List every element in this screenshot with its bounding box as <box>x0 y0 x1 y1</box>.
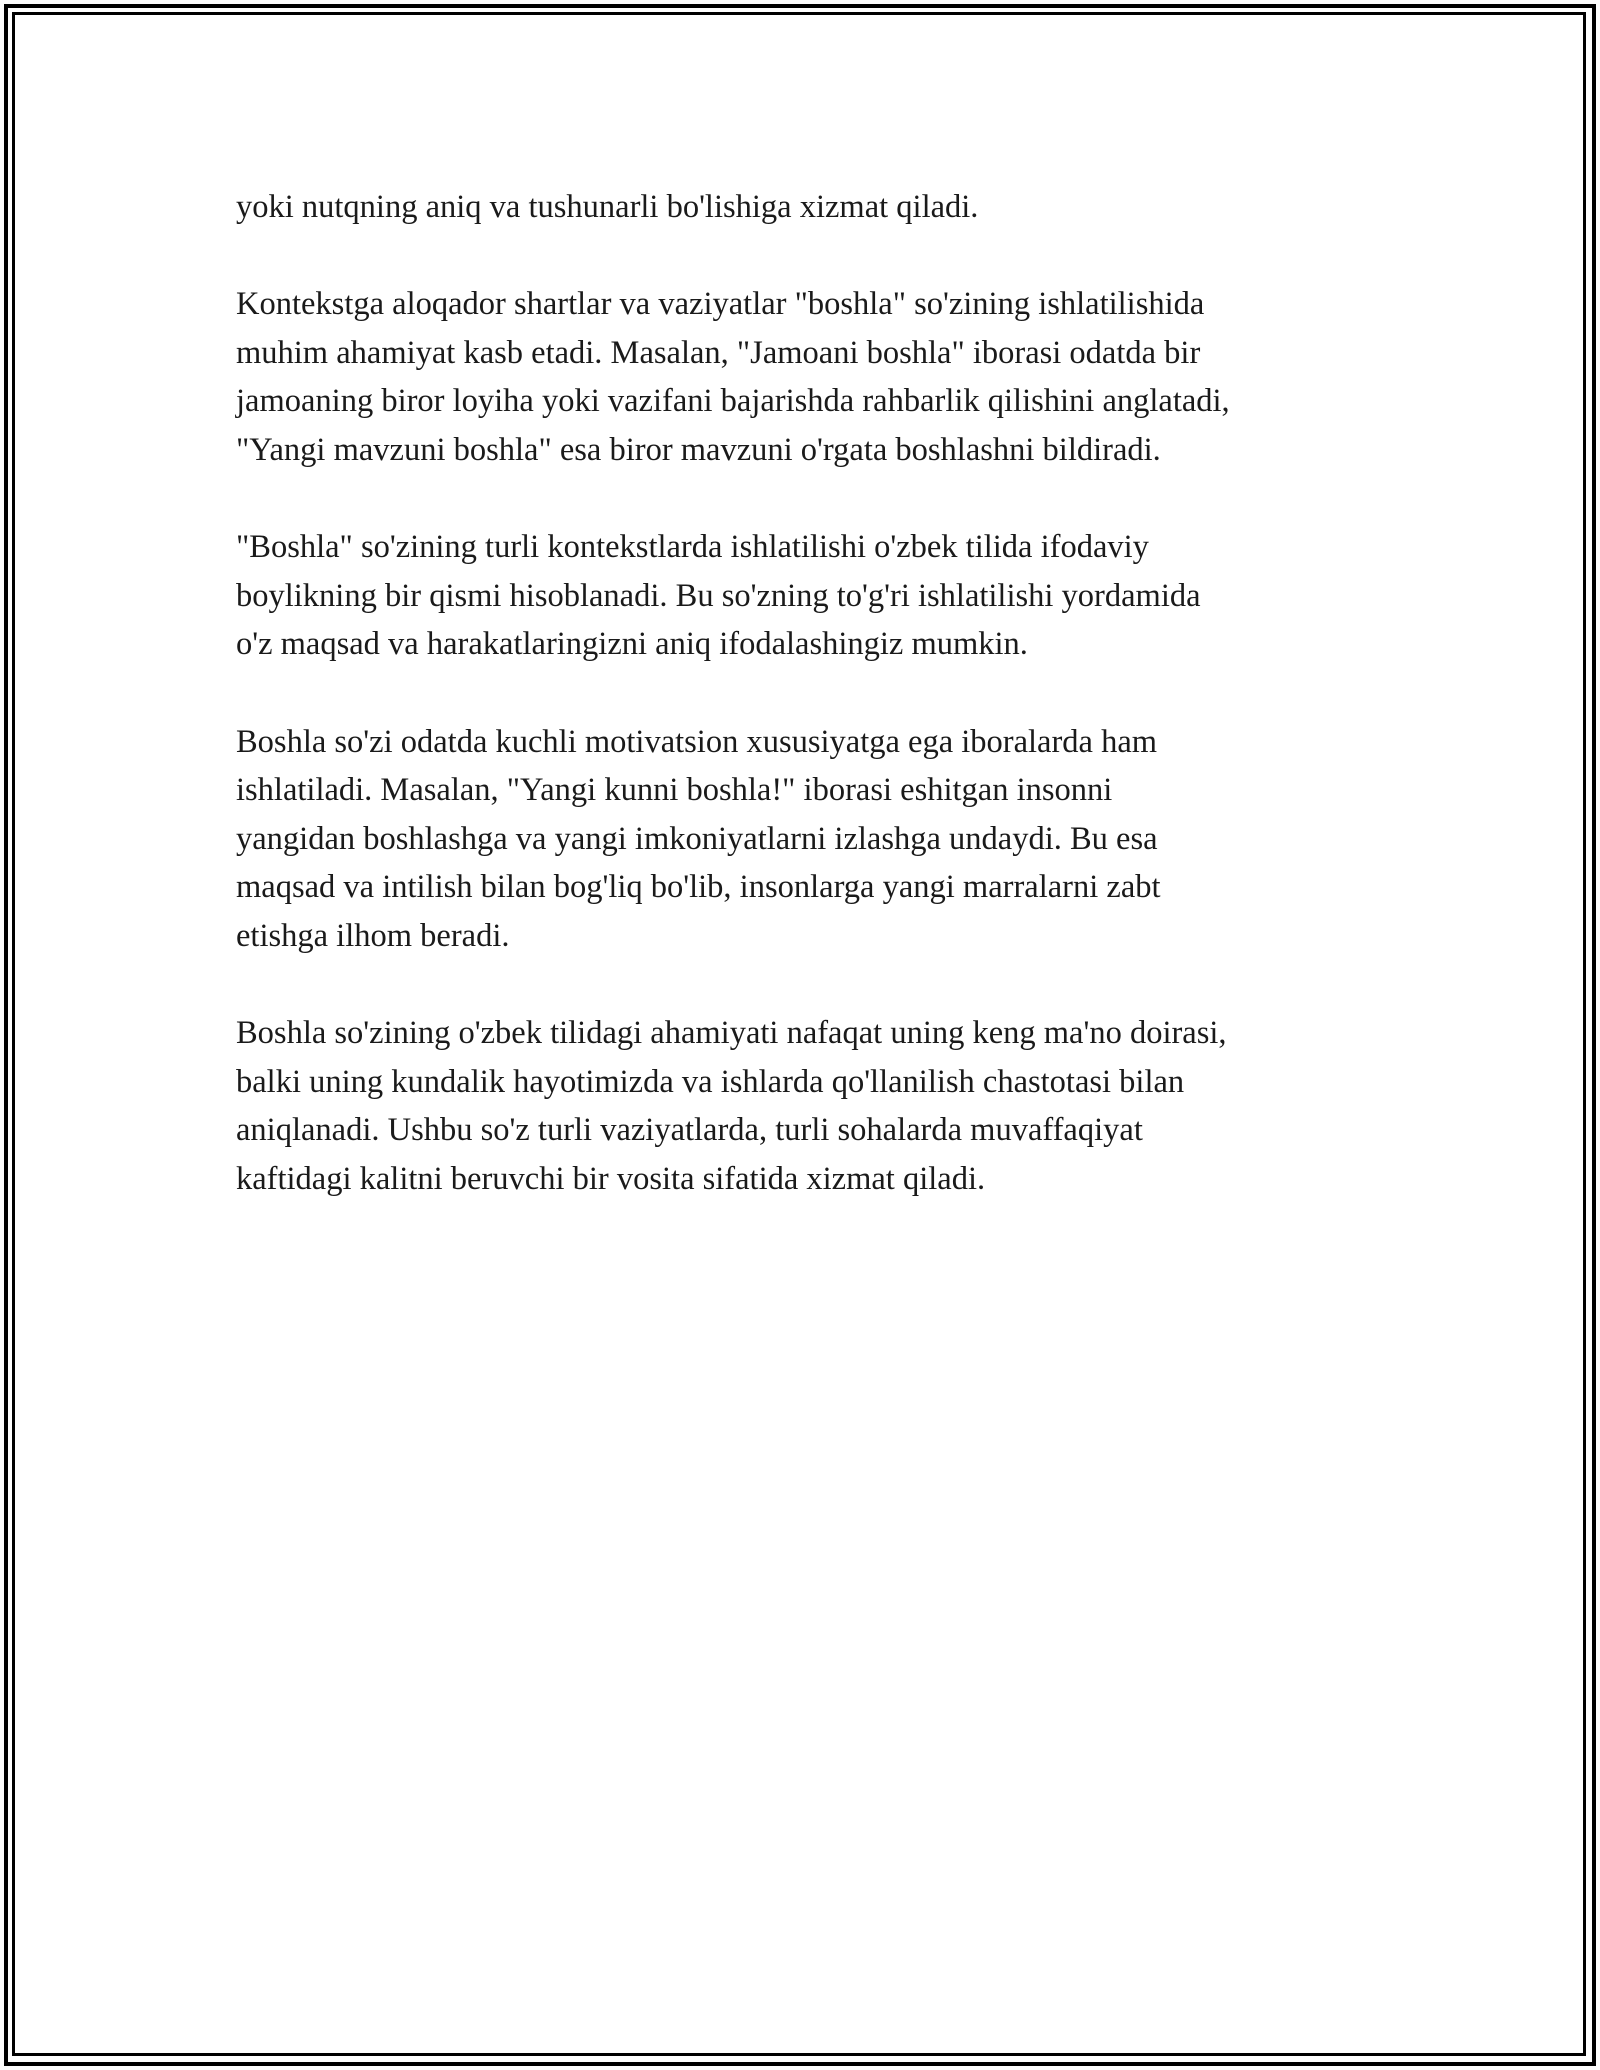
paragraph-4: Boshla so'zi odatda kuchli motivatsion xususiyatga ega iboralarda ham ishlatiladi. Masalan, "Yangi kunni boshla!" iborasi eshitgan insonni yangidan boshlashga va yangi imkoniyatlarni izlashga undaydi. Bu esa maqsad va intilish bilan bog'liq bo'lib, insonlarga yangi marralarni zabt etishga ilhom beradi. <box>236 723 1161 954</box>
document-body <box>236 183 1386 1252</box>
paragraph-5: Boshla so'zining o'zbek tilidagi ahamiyati nafaqat uning keng ma'no doirasi, balki uning kundalik hayotimizda va ishlarda qo'llanilish chastotasi bilan aniqlanadi. Ushbu so'z turli vaziyatlarda, turli sohalarda muvaffaqiyat kaftidagi kalitni beruvchi bir vosita sifatida xizmat qiladi. <box>236 1015 1227 1197</box>
paragraph-1: yoki nutqning aniq va tushunarli bo'lishiga xizmat qiladi. <box>236 189 979 225</box>
paragraph-3: "Boshla" so'zining turli kontekstlarda ishlatilishi o'zbek tilida ifodaviy boylikning bir qismi hisoblanadi. Bu so'zning to'g'ri ishlatilishi yordamida o'z maqsad va harakatlaringizni aniq ifodalashingiz mumkin. <box>236 529 1201 663</box>
paragraph-2: Kontekstga aloqador shartlar va vaziyatlar "boshla" so'zining ishlatilishida muhim ahamiyat kasb etadi. Masalan, "Jamoani boshla" iborasi odatda bir jamoaning biror loyiha yoki vazifani bajarishda rahbarlik qilishini anglatadi, "Yangi mavzuni boshla" esa biror mavzuni o'rgata boshlashni bildiradi. <box>236 286 1230 468</box>
